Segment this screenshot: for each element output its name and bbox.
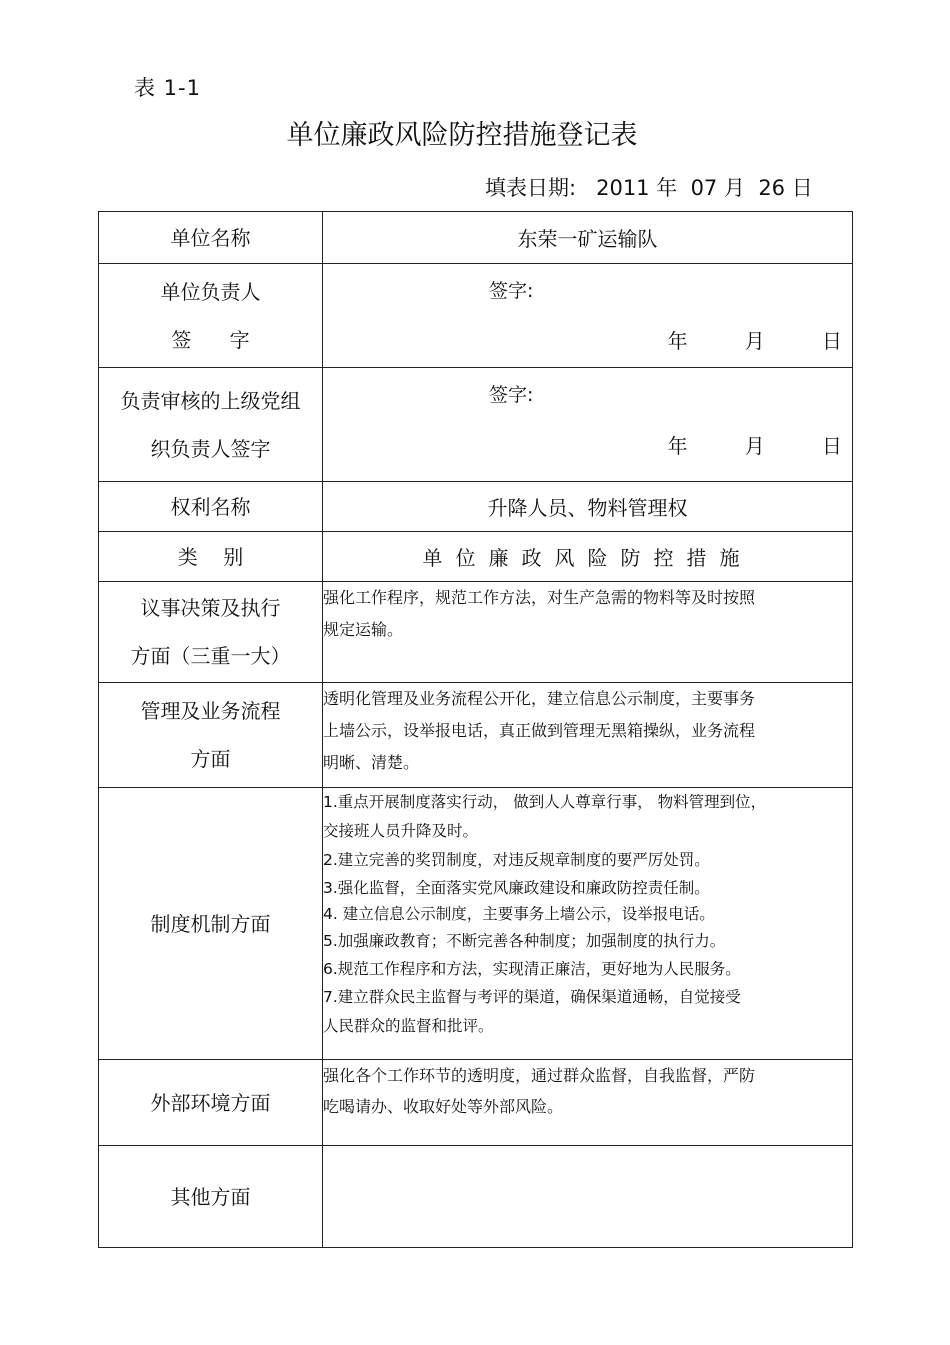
external-text-line2: 吃喝请办、收取好处等外部风险。: [323, 1097, 564, 1116]
party-head-date: 年 月 日: [667, 434, 842, 458]
unit-head-date: 年 月 日: [667, 329, 842, 353]
row-external: [99, 1060, 853, 1146]
other-value: [323, 1146, 853, 1248]
category-value: 单位廉政风险防控措施: [323, 532, 853, 582]
unit-name-label: 单位名称: [99, 212, 323, 264]
fill-date: 填表日期: 2011 年 07 月 26 日: [485, 176, 813, 200]
external-text-line1: 强化各个工作环节的透明度，通过群众监督，自我监督，严防: [323, 1066, 756, 1085]
system-item: 人民群众的监督和批评。: [323, 1017, 494, 1035]
process-text-line1: 透明化管理及业务流程公开化，建立信息公示制度，主要事务: [323, 689, 756, 708]
other-label: 其他方面: [99, 1146, 323, 1248]
unit-head-label: [99, 264, 323, 368]
right-name-value: 升降人员、物料管理权: [323, 482, 853, 532]
process-label-line1: 管理及业务流程: [140, 699, 281, 723]
row-party-head: [99, 368, 853, 482]
system-item: 6.规范工作程序和方法，实现清正廉洁，更好地为人民服务。: [323, 960, 741, 978]
decision-label-line1: 议事决策及执行: [140, 596, 281, 620]
unit-name-value: 东荣一矿运输队: [323, 212, 853, 264]
process-text: [323, 683, 853, 788]
system-item: 4. 建立信息公示制度，主要事务上墙公示，设举报电话。: [323, 905, 715, 923]
decision-label-line2: 方面（三重一大）: [130, 644, 291, 668]
party-head-label: [99, 368, 323, 482]
decision-text-line2: 规定运输。: [323, 620, 404, 639]
right-name-label: 权利名称: [99, 482, 323, 532]
unit-head-sign-label: 签字:: [489, 280, 534, 302]
table-number: 表 1-1: [134, 76, 201, 100]
page-title: 单位廉政风险防控措施登记表: [286, 120, 638, 151]
decision-text: [323, 582, 853, 683]
system-label: 制度机制方面: [99, 788, 323, 1060]
decision-text-line1: 强化工作程序，规范工作方法，对生产急需的物料等及时按照: [323, 588, 756, 607]
system-item: 2.建立完善的奖罚制度，对违反规章制度的要严厉处罚。: [323, 851, 710, 869]
row-unit-head: [99, 264, 853, 368]
row-category: [99, 532, 853, 582]
system-items: [323, 788, 853, 1060]
row-system: [99, 788, 853, 1060]
registration-table: [98, 211, 853, 1248]
system-item: 3.强化监督，全面落实党风廉政建设和廉政防控责任制。: [323, 879, 710, 897]
external-label: 外部环境方面: [99, 1060, 323, 1146]
unit-head-signature-cell: [323, 264, 853, 368]
system-item: 7.建立群众民主监督与考评的渠道，确保渠道通畅，自觉接受: [323, 988, 741, 1006]
category-label: 类 别: [99, 532, 323, 582]
process-label: [99, 683, 323, 788]
row-right-name: [99, 482, 853, 532]
party-head-sign-label: 签字:: [489, 384, 534, 406]
row-process: [99, 683, 853, 788]
party-head-signature-cell: [323, 368, 853, 482]
unit-head-label-line1: 单位负责人: [160, 279, 261, 304]
party-head-label-line2: 织负责人签字: [150, 436, 271, 461]
decision-label: [99, 582, 323, 683]
party-head-label-line1: 负责审核的上级党组: [120, 388, 301, 413]
system-item: 1.重点开展制度落实行动， 做到人人尊章行事， 物料管理到位，: [323, 793, 767, 811]
system-item: 5.加强廉政教育；不断完善各种制度；加强制度的执行力。: [323, 932, 726, 950]
row-decision: [99, 582, 853, 683]
unit-head-label-line2: 签 字: [171, 327, 250, 352]
row-unit-name: [99, 212, 853, 264]
external-text: [323, 1060, 853, 1146]
process-label-line2: 方面: [190, 747, 231, 771]
row-other: [99, 1146, 853, 1248]
system-item: 交接班人员升降及时。: [323, 822, 479, 840]
process-text-line2: 上墙公示，设举报电话，真正做到管理无黑箱操纵，业务流程: [323, 721, 756, 740]
process-text-line3: 明晰、清楚。: [323, 753, 420, 772]
